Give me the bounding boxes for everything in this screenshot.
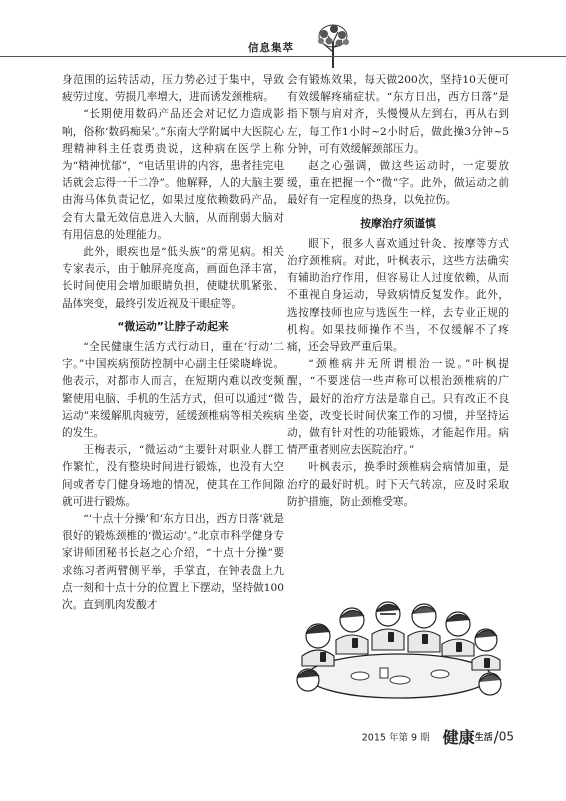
issue-label: 2015 年第 9 期	[361, 732, 430, 744]
footer-slash: /	[493, 727, 499, 746]
header-rule	[0, 56, 566, 57]
paragraph: 身范围的运转活动，压力势必过于集中，导致疲劳过度、劳损几率增大，进而诱发颈椎病。	[62, 74, 284, 104]
section-heading: “微运动”让脖子动起来	[117, 319, 229, 333]
paragraph: “全民健康生活方式行动日，重在‘行动’二字。”中国疾病预防控制中心副主任梁晓峰说。他表示，对都市人而言，在短期内难以改变频繁使用电脑、手机的生活方式，但可以通过“微运动”来缓解肌肉疲劳，延缓颈椎病等相关疾病的发生。	[62, 341, 284, 440]
paragraph: 王梅表示，“微运动”主要针对职业人群工作繁忙，没有整块时间进行锻炼，也没有大空间或者专门健身场地的情况，使其在工作间隙就可进行锻炼。	[62, 444, 284, 508]
paragraph: 眼下，很多人喜欢通过针灸、按摩等方式治疗颈椎病。对此，叶枫表示，这些方法确实有辅助治疗作用，但容易让人过度依赖，从而不重视自身运动，导致病情反复发作。此外，选按摩技师也应与选医生一样，去专业正规的机构。如果技师操作不当，不仅缓解不了疼痛，还会导致严重后果。	[287, 237, 509, 354]
tree-icon	[312, 22, 354, 68]
right-column	[287, 72, 509, 511]
page-number: 05	[498, 729, 514, 744]
paragraph: “‘十点十分操’和‘东方日出，西方日落’就是很好的锻炼颈椎的‘微运动’。”北京市科学健身专家讲师团秘书长赵之心介绍，“十点十分操”要求练习者两臂侧平举，手掌直，在钟表盘上九点一刻和十点十分的位置上下摆动，坚持做100次。直到肌肉发酸才	[62, 513, 284, 612]
page-footer	[362, 725, 514, 748]
section-title: 信息集萃	[248, 42, 294, 54]
people-at-table-looking-at-phones-illustration	[290, 584, 508, 710]
magazine-brand: 健康	[442, 728, 475, 747]
paragraph: 叶枫表示，换季时颈椎病会病情加重，是治疗的最好时机。时下天气转凉，应及时采取防护措施，防止颈椎受寒。	[287, 461, 509, 508]
paragraph: “颈椎病并无所谓根治一说。”叶枫提醒，“不要迷信一些声称可以根治颈椎病的广告，最好的治疗方法是靠自己。只有改正不良坐姿，改变长时间伏案工作的习惯，并坚持运动，做有针对性的功能锻炼，才能起作用。病情严重者则应去医院治疗。”	[287, 358, 509, 457]
paragraph: “长期使用数码产品还会对记忆力造成影响，俗称‘数码痴呆’。”东南大学附属中大医院心理精神科主任袁勇贵说，这种病在医学上称为“精神忧郁”，“电话里讲的内容，患者挂完电话就会忘得一干二净”。他解释，人的大脑主要由海马体负责记忆，如果过度依赖数码产品，会有大量无效信息进入大脑，从而削弱大脑对有用信息的处理能力。	[62, 108, 284, 241]
magazine-brand-sub: 生活	[474, 733, 493, 743]
paragraph: 会有锻炼效果，每天做200次，坚持10天便可有效缓解疼痛症状。“东方日出，西方日落”是指下颚与肩对齐，头慢慢从左到右，再从右到左，每工作1小时~2小时后，做此操3分钟~5分钟，可有效缓解颈部压力。	[287, 74, 509, 155]
section-heading: 按摩治疗须谨慎	[360, 216, 436, 230]
paragraph: 赵之心强调，做这些运动时，一定要放缓，重在把握一个“微”字。此外，做运动之前最好有一定程度的热身，以免拉伤。	[287, 160, 509, 207]
left-column	[62, 72, 284, 614]
paragraph: 此外，眼疾也是“低头族”的常见病。相关专家表示，由于触屏亮度高，画面色泽丰富，长时间使用会增加眼睛负担，使睫状肌紧张、晶体突变，最终引发近视及干眼症等。	[62, 246, 284, 310]
